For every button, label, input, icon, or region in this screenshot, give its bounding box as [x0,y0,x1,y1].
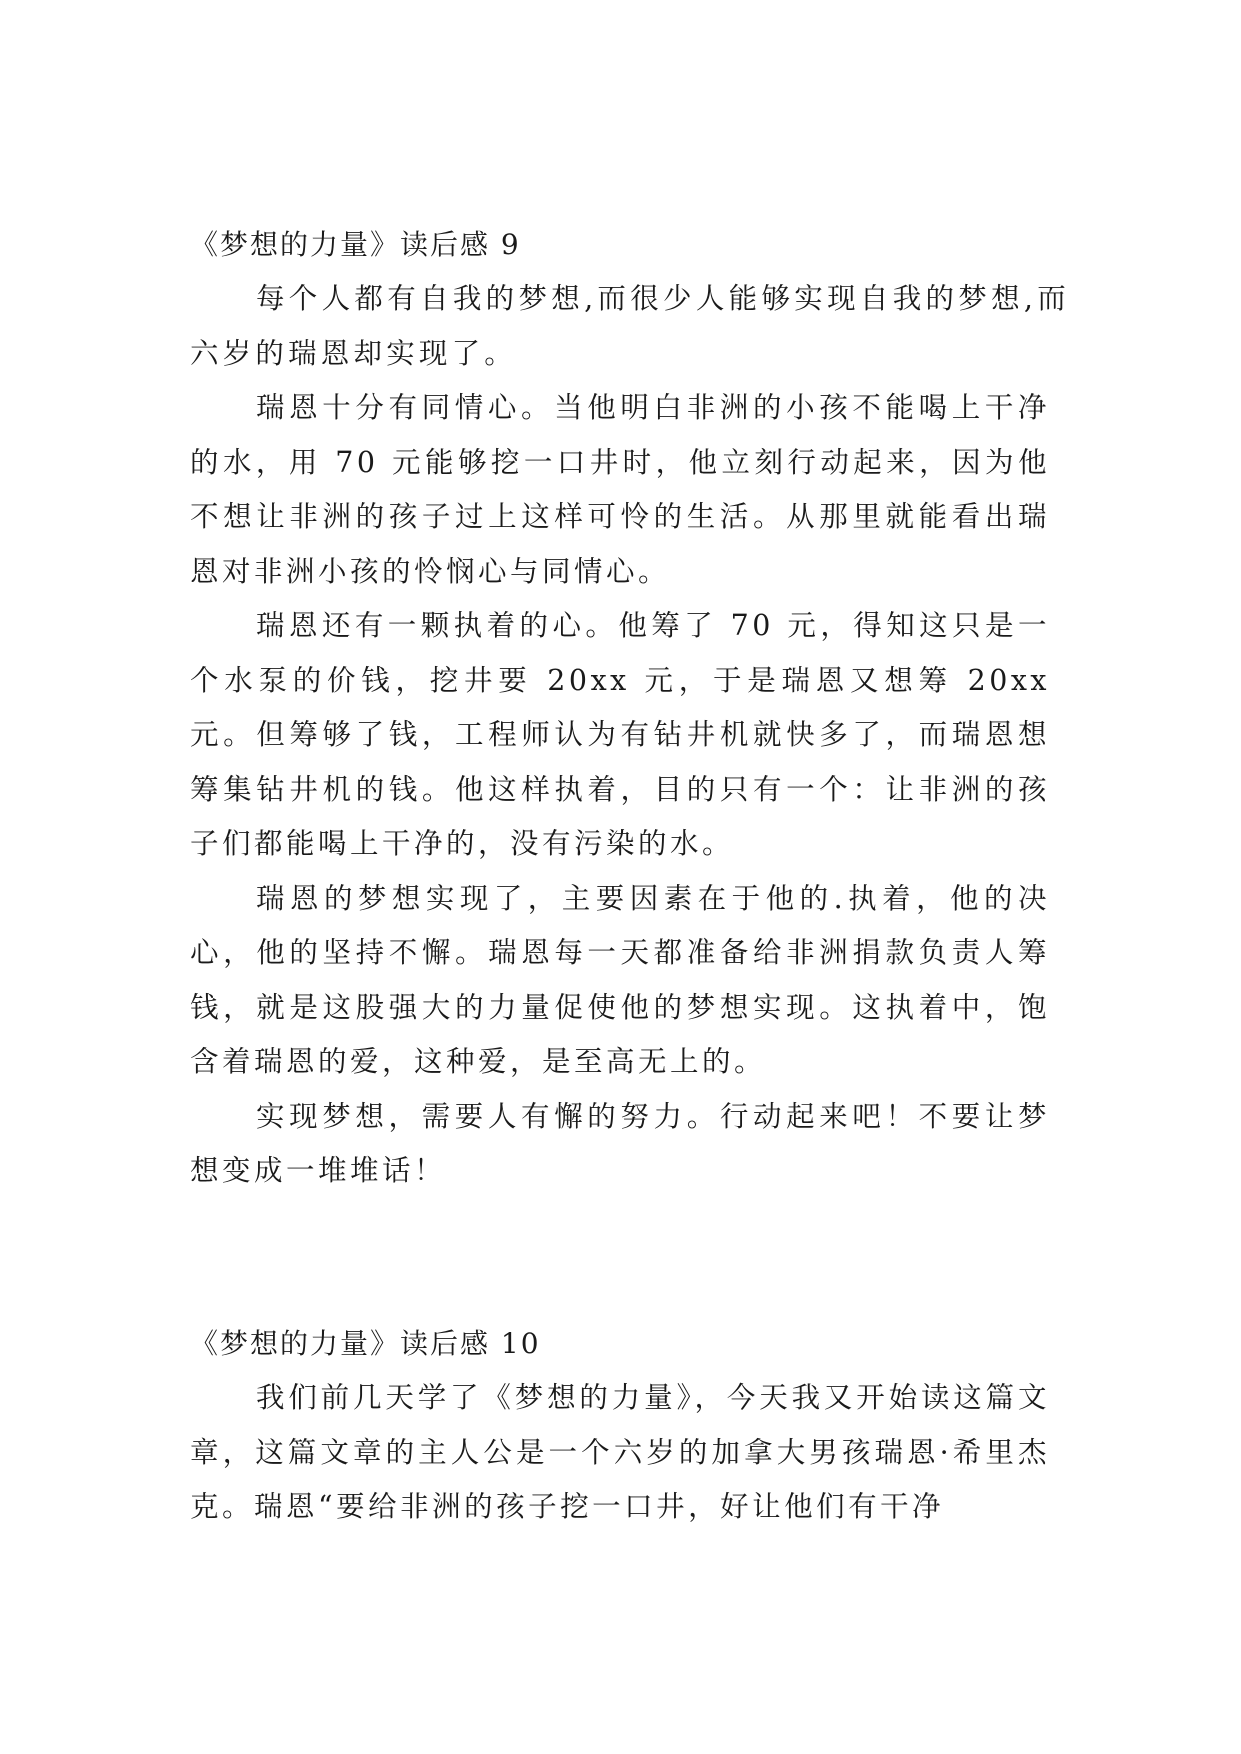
article-paragraph: 瑞恩的梦想实现了，主要因素在于他的.执着，他的决心，他的坚持不懈。瑞恩每一天都准备给非洲捐款负责人筹钱，就是这股强大的力量促使他的梦想实现。这执着中，饱含着瑞恩的爱，这种爱，是至高无上的。 [190,881,1050,1078]
article-10 [190,1317,1070,1535]
article-paragraph: 实现梦想，需要人有懈的努力。行动起来吧！不要让梦想变成一堆堆话！ [190,1099,1050,1187]
article-9 [190,218,1070,1199]
article-paragraph: 瑞恩十分有同情心。当他明白非洲的小孩不能喝上干净的水，用 70 元能够挖一口井时，他立刻行动起来，因为他不想让非洲的孩子过上这样可怜的生活。从那里就能看出瑞恩对非洲小孩的怜悯心与同情心。 [190,391,1050,588]
article-title: 《梦想的力量》读后感 9 [190,228,521,261]
article-paragraph: 我们前几天学了《梦想的力量》，今天我又开始读这篇文章，这篇文章的主人公是一个六岁的加拿大男孩瑞恩·希里杰克。瑞恩“要给非洲的孩子挖一口井，好让他们有干净 [190,1381,1050,1523]
article-paragraph: 瑞恩还有一颗执着的心。他筹了 70 元，得知这只是一个水泵的价钱，挖井要 20xx 元，于是瑞恩又想筹 20xx 元。但筹够了钱，工程师认为有钻井机就快多了，而瑞恩想筹集钻井机的钱。他这样执着，目的只有一个：让非洲的孩子们都能喝上干净的，没有污染的水。 [190,609,1050,860]
article-paragraph: 每个人都有自我的梦想,而很少人能够实现自我的梦想,而六岁的瑞恩却实现了。 [190,282,1070,370]
article-title: 《梦想的力量》读后感 10 [190,1327,541,1360]
